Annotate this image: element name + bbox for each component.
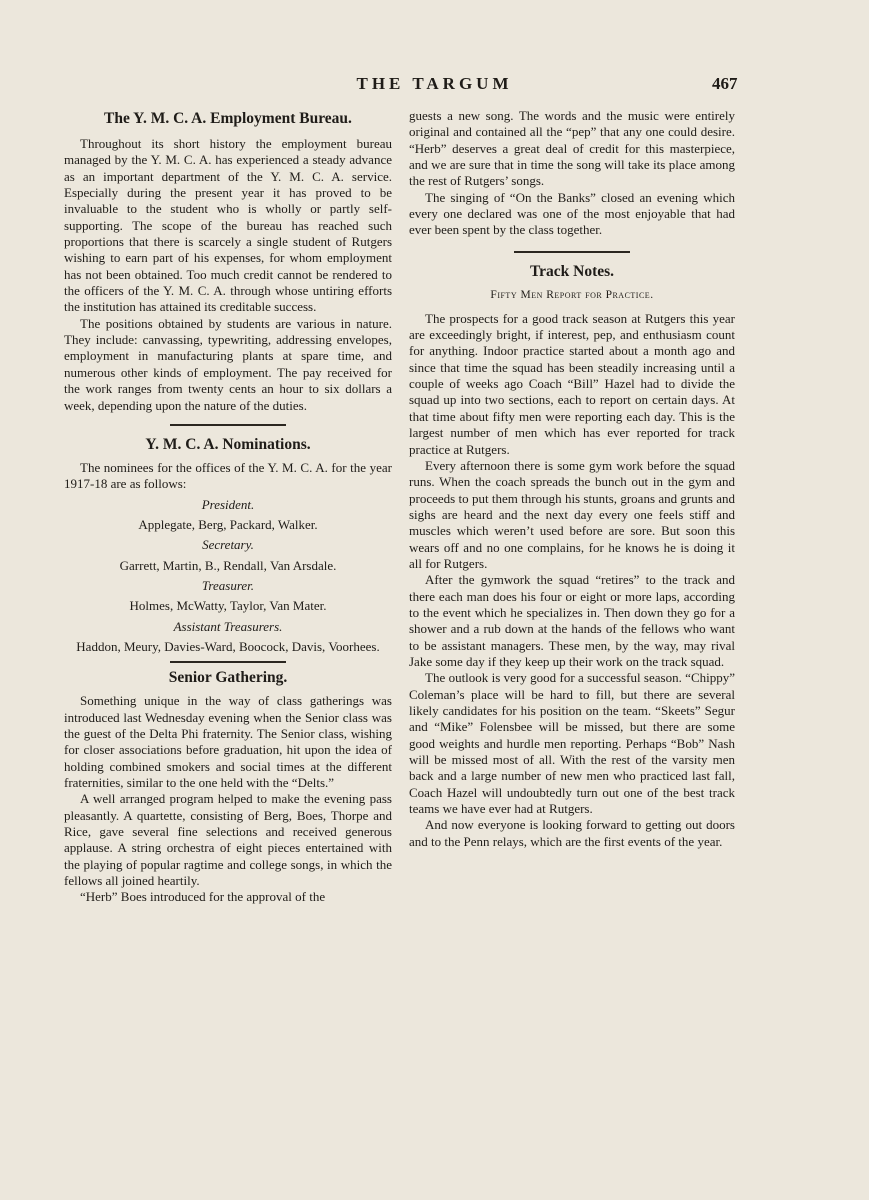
track-paragraph-2: Every afternoon there is some gym work before the squad runs. When the coach spreads the bunch out in the gym and proceeds to put them through his stunts, groans and grunts and sighs are heard and the next day every one feels stiff and muscles which weren’t used before are sore. But soon this wears off and no one complains, for he knows he is doing it all for Rutgers. <box>409 457 735 571</box>
running-title: THE TARGUM <box>356 74 513 93</box>
nominations-intro: The nominees for the offices of the Y. M. C. A. for the year 1917-18 are as follows: <box>64 459 392 492</box>
page-number: 467 <box>712 74 738 93</box>
senior-paragraph-3-continued: guests a new song. The words and the music were entirely original and contained all the “pep” that any one could desire. “Herb” deserves a great deal of credit for this masterpiece, and we are sure that in time the song will take its place among the rest of Rutgers’ songs. <box>409 108 735 189</box>
senior-paragraph-1: Something unique in the way of class gatherings was introduced last Wednesday evening when the Senior class was the guest of the Delta Phi fraternity. The Senior class, wishing for closer associations before graduation, hit upon the idea of holding combined smokers and social times at the different fraternities, similar to the one held with the “Delts.” <box>64 693 392 790</box>
office-title-treasurer: Treasurer. <box>201 577 255 593</box>
right-column <box>409 108 735 850</box>
nominations-heading: Y. M. C. A. Nominations. <box>145 435 311 453</box>
employment-paragraph-1: Throughout its short history the employment bureau managed by the Y. M. C. A. has experienced a steady advance as an important department of the Y. M. C. A. service. Especially during the present year it has proved to be invaluable to the student who is wholly or partly self-supporting. The scope of the bureau has reached such proportions that there is scarcely a single student of Rutgers wishing to earn part of his expenses, for whom employment has not been obtained. Too much credit cannot be rendered to the officers of the Y. M. C. A. through whose untiring efforts the institution has attained its creditable success. <box>64 136 392 315</box>
office-names-treasurer: Holmes, McWatty, Taylor, Van Mater. <box>129 598 327 614</box>
track-paragraph-5: And now everyone is looking forward to getting out doors and to the Penn relays, which are the first events of the year. <box>409 817 735 849</box>
office-names-president: Applegate, Berg, Packard, Walker. <box>138 516 318 532</box>
track-subheading: Fifty Men Report for Practice. <box>490 288 654 301</box>
office-title-president: President. <box>201 496 255 512</box>
track-paragraph-3: After the gymwork the squad “retires” to the track and there each man does his four or eight or more laps, according to the event which he specializes in. Then down they go for a shower and a rub down at the hands of the fellows who want to be assistant managers. These men, by the way, may rival Jake some day if they keep up their work on the track squad. <box>409 572 735 669</box>
track-paragraph-1: The prospects for a good track season at Rutgers this year are exceedingly bright, if interest, pep, and enthusiasm count for anything. Indoor practice started about a month ago and since that time the squad has been steadily increasing until a couple of weeks ago Coach “Bill” Hazel had to divide the squad up into two sections, each to report on certain days. At that time about fifty men were reporting each day. This is the largest number of men which has ever reported for track practice at Rutgers. <box>409 310 735 457</box>
senior-paragraph-2: A well arranged program helped to make the evening pass pleasantly. A quartette, consisting of Berg, Boes, Thorpe and Rice, gave several fine selections and received generous applause. A string orchestra of eight pieces entertained with the playing of popular ragtime and college songs, in which the fellows all joined heartily. <box>64 791 392 889</box>
office-names-secretary: Garrett, Martin, B., Rendall, Van Arsdale. <box>119 557 337 573</box>
office-title-secretary: Secretary. <box>202 537 254 553</box>
office-title-assistant-treasurers: Assistant Treasurers. <box>173 618 283 634</box>
senior-continued <box>409 108 735 239</box>
track-heading: Track Notes. <box>529 262 615 280</box>
employment-heading: The Y. M. C. A. Employment Bureau. <box>104 110 352 127</box>
senior-paragraph-3-start: “Herb” Boes introduced for the approval of the <box>80 889 326 905</box>
senior-heading: Senior Gathering. <box>168 669 288 687</box>
senior-paragraph-4: The singing of “On the Banks” closed an evening which every one declared was one of the most enjoyable that had ever been spent by the class together. <box>409 189 735 238</box>
employment-paragraph-2: The positions obtained by students are various in nature. They include: canvassing, typewriting, addressing envelopes, employment in manufacturing plants at spare time, and numerous other kinds of employment. The pay received for the work ranges from twenty cents an hour to six dollars a week, depending upon the nature of the duties. <box>64 315 392 413</box>
track-paragraph-4: The outlook is very good for a successful season. “Chippy” Coleman’s place will be hard to fill, but there are several likely candidates for his position on the team. “Skeets” Segur and “Mike” Folensbee will be missed, but there are some good weights and hurdle men reporting. Perhaps “Bob” Nash will be missed most of all. With the rest of the varsity men back and a large number of new men who practiced last fall, Coach Hazel will undoubtedly turn out one of the best track teams we have ever had at Rutgers. <box>409 670 735 817</box>
left-column <box>64 108 392 906</box>
office-names-assistant-treasurers: Haddon, Meury, Davies-Ward, Boocock, Davis, Voorhees. <box>76 638 380 654</box>
